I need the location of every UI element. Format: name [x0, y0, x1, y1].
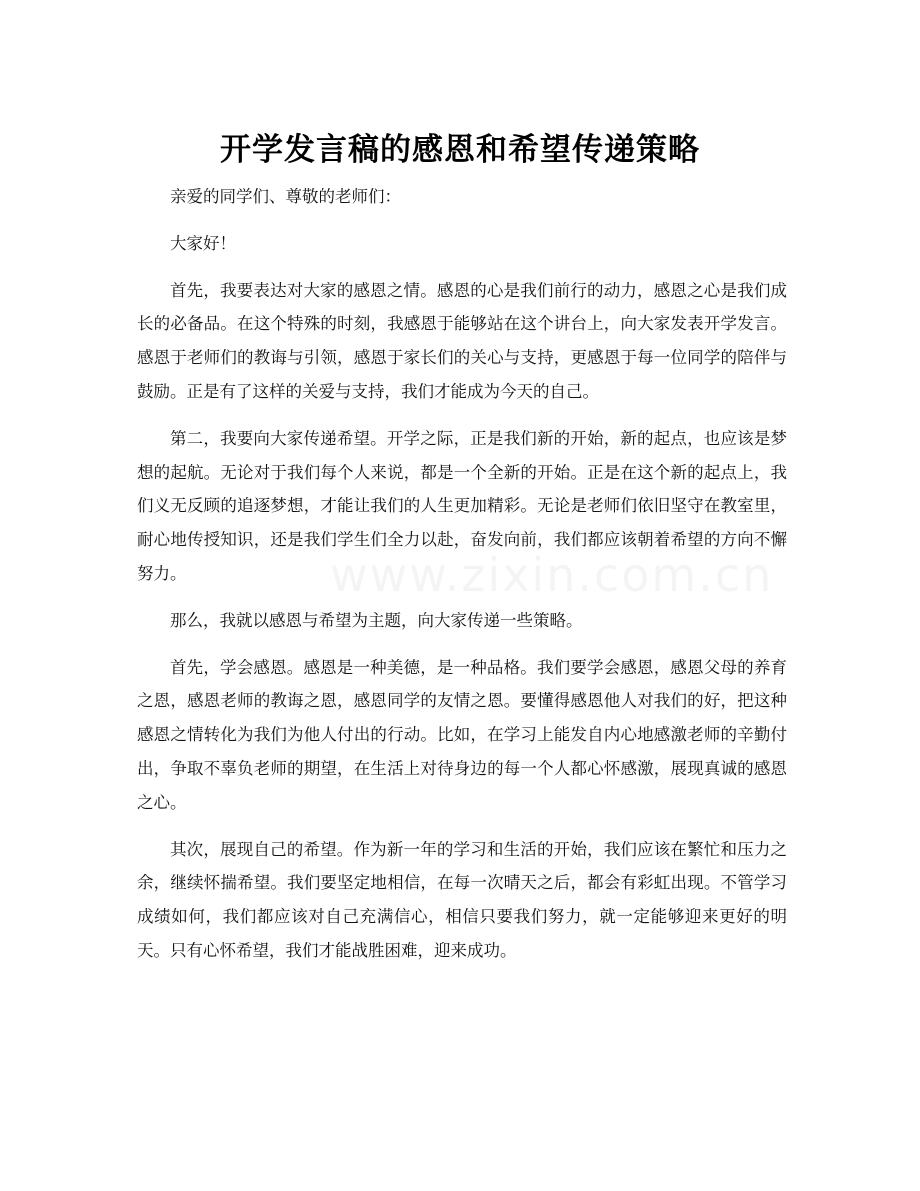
paragraph-theme: 那么，我就以感恩与希望为主题，向大家传递一些策略。	[170, 610, 583, 630]
paragraph-hope: 第二，我要向大家传递希望。开学之际，正是我们新的开始，新的起点，也应该是梦想的起航。无论对于我们每个人来说，都是一个全新的开始。正是在这个新的起点上，我们义无反顾的追逐梦想，才能让我们的人生更加精彩。无论是老师们依旧坚守在教室里，耐心地传授知识，还是我们学生们全力以赴，奋发向前，我们都应该朝着希望的方向不懈努力。	[137, 428, 787, 583]
document-body	[137, 180, 787, 981]
salutation: 亲爱的同学们、尊敬的老师们：	[170, 187, 401, 206]
paragraph-show-hope: 其次，展现自己的希望。作为新一年的学习和生活的开始，我们应该在繁忙和压力之余，继续怀揣希望。我们要坚定地相信，在每一次晴天之后，都会有彩虹出现。不管学习成绩如何，我们都应该对自己充满信心，相信只要我们努力，就一定能够迎来更好的明天。只有心怀希望，我们才能战胜困难，迎来成功。	[137, 839, 787, 960]
document-title: 开学发言稿的感恩和希望传递策略	[220, 131, 700, 168]
paragraph-gratitude: 首先，我要表达对大家的感恩之情。感恩的心是我们前行的动力，感恩之心是我们成长的必备品。在这个特殊的时刻，我感恩于能够站在这个讲台上，向大家发表开学发言。感恩于老师们的教诲与引领，感恩于家长们的关心与支持，更感恩于每一位同学的陪伴与鼓励。正是有了这样的关爱与支持，我们才能成为今天的自己。	[137, 280, 787, 401]
paragraph-learn-gratitude: 首先，学会感恩。感恩是一种美德，是一种品格。我们要学会感恩，感恩父母的养育之恩，感恩老师的教诲之恩，感恩同学的友情之恩。要懂得感恩他人对我们的好，把这种感恩之情转化为我们为他人付出的行动。比如，在学习上能发自内心地感激老师的辛勤付出，争取不辜负老师的期望，在生活上对待身边的每一个人都心怀感激，展现真诚的感恩之心。	[137, 657, 787, 812]
greeting: 大家好！	[170, 233, 236, 253]
